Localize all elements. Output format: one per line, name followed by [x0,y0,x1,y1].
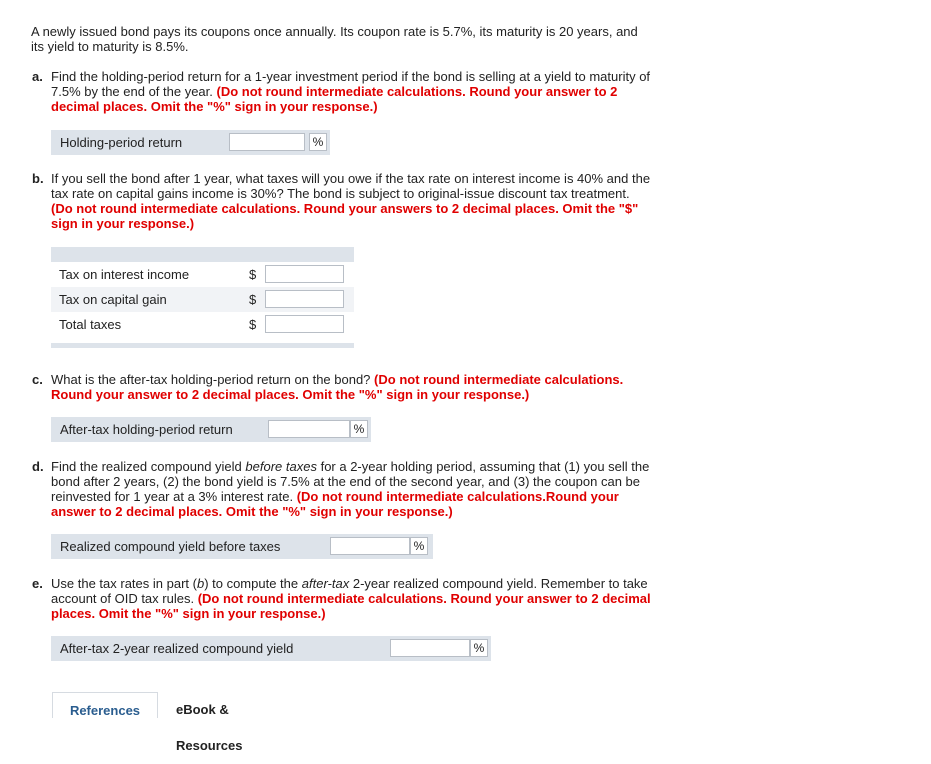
part-c-line-1: What is the after-tax holding-period return on the bond? [51,372,371,387]
intro-line-1: A newly issued bond pays its coupons once annually. Its coupon rate is 5.7%, its maturity is 20 years, and [31,24,638,39]
after-tax-realized-yield-label: After-tax 2-year realized compound yield [60,641,294,656]
percent-sign: % [470,639,488,657]
realized-yield-label: Realized compound yield before taxes [60,539,281,554]
part-e-question [51,576,651,621]
part-e-emphasis-2: after-tax [301,576,350,591]
dollar-sign: $ [249,292,257,307]
part-e-letter: e. [32,576,43,591]
tab-ebook-resources[interactable]: eBook & Resources [176,702,243,753]
part-d-instruction-2: answer to 2 decimal places. Omit the "%" sign in your response.) [51,504,453,519]
part-c-answer-row [51,417,371,442]
part-e-emphasis-1: b [196,576,205,591]
part-c-instruction-1: (Do not round intermediate calculations. [374,372,624,387]
part-e-answer-row [51,636,491,661]
part-d-instruction-1: (Do not round intermediate calculations.Round your [296,489,619,504]
part-e-line-2: account of OID tax rules. [51,591,195,606]
part-b-instruction-2: sign in your response.) [51,216,195,231]
table-row-tax-capital-gain [51,287,354,312]
part-d-answer-row [51,534,433,559]
part-a-letter: a. [32,69,43,84]
percent-sign: % [309,133,327,151]
part-e-instruction-2: places. Omit the "%" sign in your response.) [51,606,326,621]
part-c-question [51,372,623,402]
part-b-instruction-1: (Do not round intermediate calculations. Round your answers to 2 decimal places. Omit the "$" [51,201,639,216]
part-d-line-3: reinvested for 1 year at a 3% interest rate. [51,489,294,504]
part-b-letter: b. [32,171,44,186]
table-row-tax-interest [51,262,354,287]
tab-references[interactable]: References [52,692,158,718]
tax-capital-gain-input[interactable] [265,290,344,308]
after-tax-realized-yield-input[interactable] [390,639,470,657]
part-c-letter: c. [32,372,43,387]
intro-line-2: its yield to maturity is 8.5%. [31,39,189,54]
tax-interest-input[interactable] [265,265,344,283]
part-b-question [51,171,650,231]
total-taxes-input[interactable] [265,315,344,333]
part-d-line-2: bond after 2 years, (2) the bond yield is 7.5% at the end of the second year, and (3) the coupon can be [51,474,640,489]
holding-period-return-label: Holding-period return [60,135,183,150]
part-d-letter: d. [32,459,44,474]
part-e-line-1c: 2-year realized compound yield. Remember to take [352,576,648,591]
part-e-line-1b: ) to compute the [204,576,299,591]
percent-sign: % [350,420,368,438]
table-row-total-taxes [51,312,354,337]
part-b-line-2: tax rate on capital gains income is 30%? The bond is subject to original-issue discount tax treatment. [51,186,630,201]
tax-interest-label: Tax on interest income [59,267,190,282]
after-tax-hpr-label: After-tax holding-period return [60,422,233,437]
part-d-line-1a: Find the realized compound yield [51,459,242,474]
percent-sign: % [410,537,428,555]
part-b-line-1: If you sell the bond after 1 year, what taxes will you owe if the tax rate on interest income is 40% and the [51,171,651,186]
dollar-sign: $ [249,317,257,332]
part-a-line-2: 7.5% by the end of the year. [51,84,213,99]
dollar-sign: $ [249,267,257,282]
realized-yield-input[interactable] [330,537,410,555]
part-a-answer-row [51,130,330,155]
part-a-instruction-1: (Do not round intermediate calculations. Round your answer to 2 [216,84,618,99]
part-d-emphasis: before taxes [245,459,317,474]
part-a-question [51,69,650,114]
intro [31,24,638,54]
part-d-line-1b: for a 2-year holding period, assuming that (1) you sell the [320,459,650,474]
holding-period-return-input[interactable] [229,133,305,151]
part-a-line-1: Find the holding-period return for a 1-year investment period if the bond is selling at a yield to maturity of [51,69,651,84]
table-header-bar [51,247,354,262]
part-a-instruction-2: decimal places. Omit the "%" sign in your response.) [51,99,378,114]
part-e-line-1a: Use the tax rates in part ( [51,576,197,591]
part-c-instruction-2: Round your answer to 2 decimal places. Omit the "%" sign in your response.) [51,387,530,402]
table-footer-bar [51,343,354,348]
total-taxes-label: Total taxes [59,317,122,332]
taxes-table [51,247,354,349]
part-d-question [51,459,649,519]
part-e-instruction-1: (Do not round intermediate calculations. Round your answer to 2 decimal [197,591,651,606]
tax-capital-gain-label: Tax on capital gain [59,292,167,307]
after-tax-hpr-input[interactable] [268,420,350,438]
